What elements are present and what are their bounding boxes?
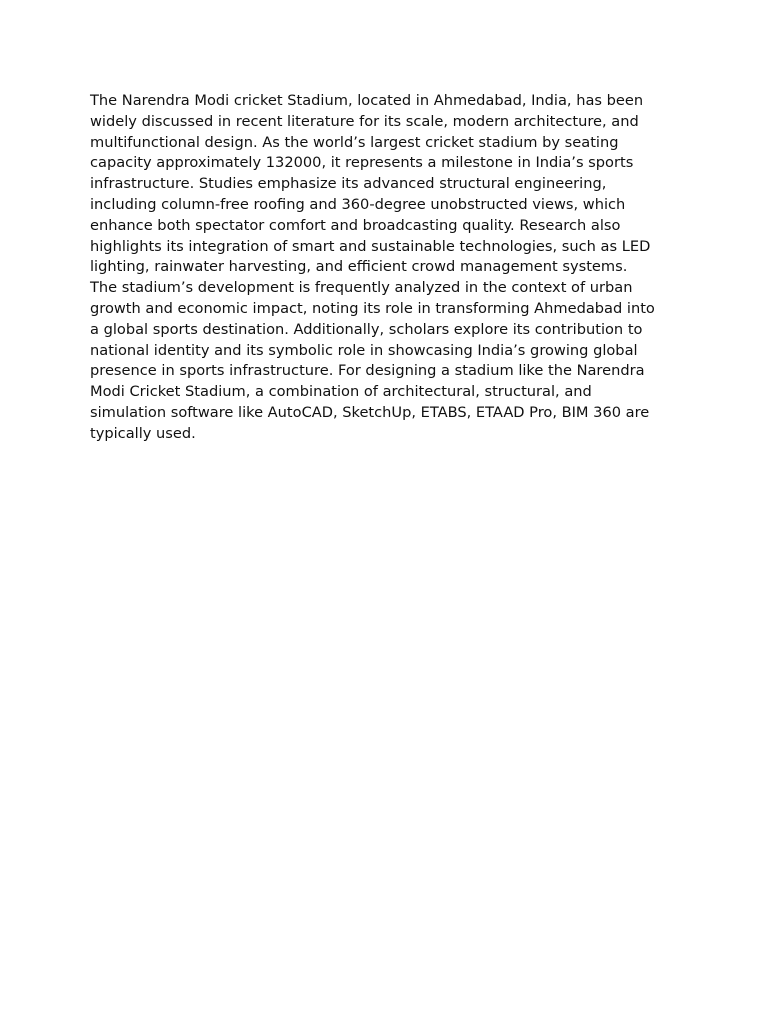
paragraph-line-9: lighting, rainwater harvesting, and efficient crowd management systems. bbox=[90, 258, 628, 276]
paragraph-line-11: growth and economic impact, noting its role in transforming Ahmedabad into bbox=[90, 299, 655, 317]
paragraph-line-8: highlights its integration of smart and sustainable technologies, such as LED bbox=[90, 237, 651, 255]
paragraph-line-1: The Narendra Modi cricket Stadium, located in Ahmedabad, India, has been bbox=[90, 92, 644, 109]
body-paragraph bbox=[90, 91, 682, 445]
paragraph-line-10: The stadium’s development is frequently analyzed in the context of urban bbox=[90, 279, 633, 297]
paragraph-line-14: presence in sports infrastructure. For designing a stadium like the Narendra bbox=[90, 362, 645, 380]
paragraph-line-12: a global sports destination. Additionally, scholars explore its contribution to bbox=[90, 320, 643, 338]
paragraph-line-5: infrastructure. Studies emphasize its advanced structural engineering, bbox=[90, 175, 607, 193]
paragraph-line-3: multifunctional design. As the world’s largest cricket stadium by seating bbox=[90, 133, 619, 151]
paragraph-line-17: typically used. bbox=[90, 424, 196, 442]
paragraph-line-2: widely discussed in recent literature for its scale, modern architecture, and bbox=[90, 112, 639, 130]
paragraph-line-7: enhance both spectator comfort and broadcasting quality. Research also bbox=[90, 216, 621, 234]
paragraph-line-6: including column-free roofing and 360-degree unobstructed views, which bbox=[90, 195, 626, 213]
paragraph-line-13: national identity and its symbolic role in showcasing India’s growing global bbox=[90, 341, 638, 359]
paragraph-line-16: simulation software like AutoCAD, SketchUp, ETABS, ETAAD Pro, BIM 360 are bbox=[90, 403, 650, 421]
paragraph-line-15: Modi Cricket Stadium, a combination of architectural, structural, and bbox=[90, 383, 592, 401]
paragraph-line-4: capacity approximately 132000, it represents a milestone in India’s sports bbox=[90, 154, 634, 172]
